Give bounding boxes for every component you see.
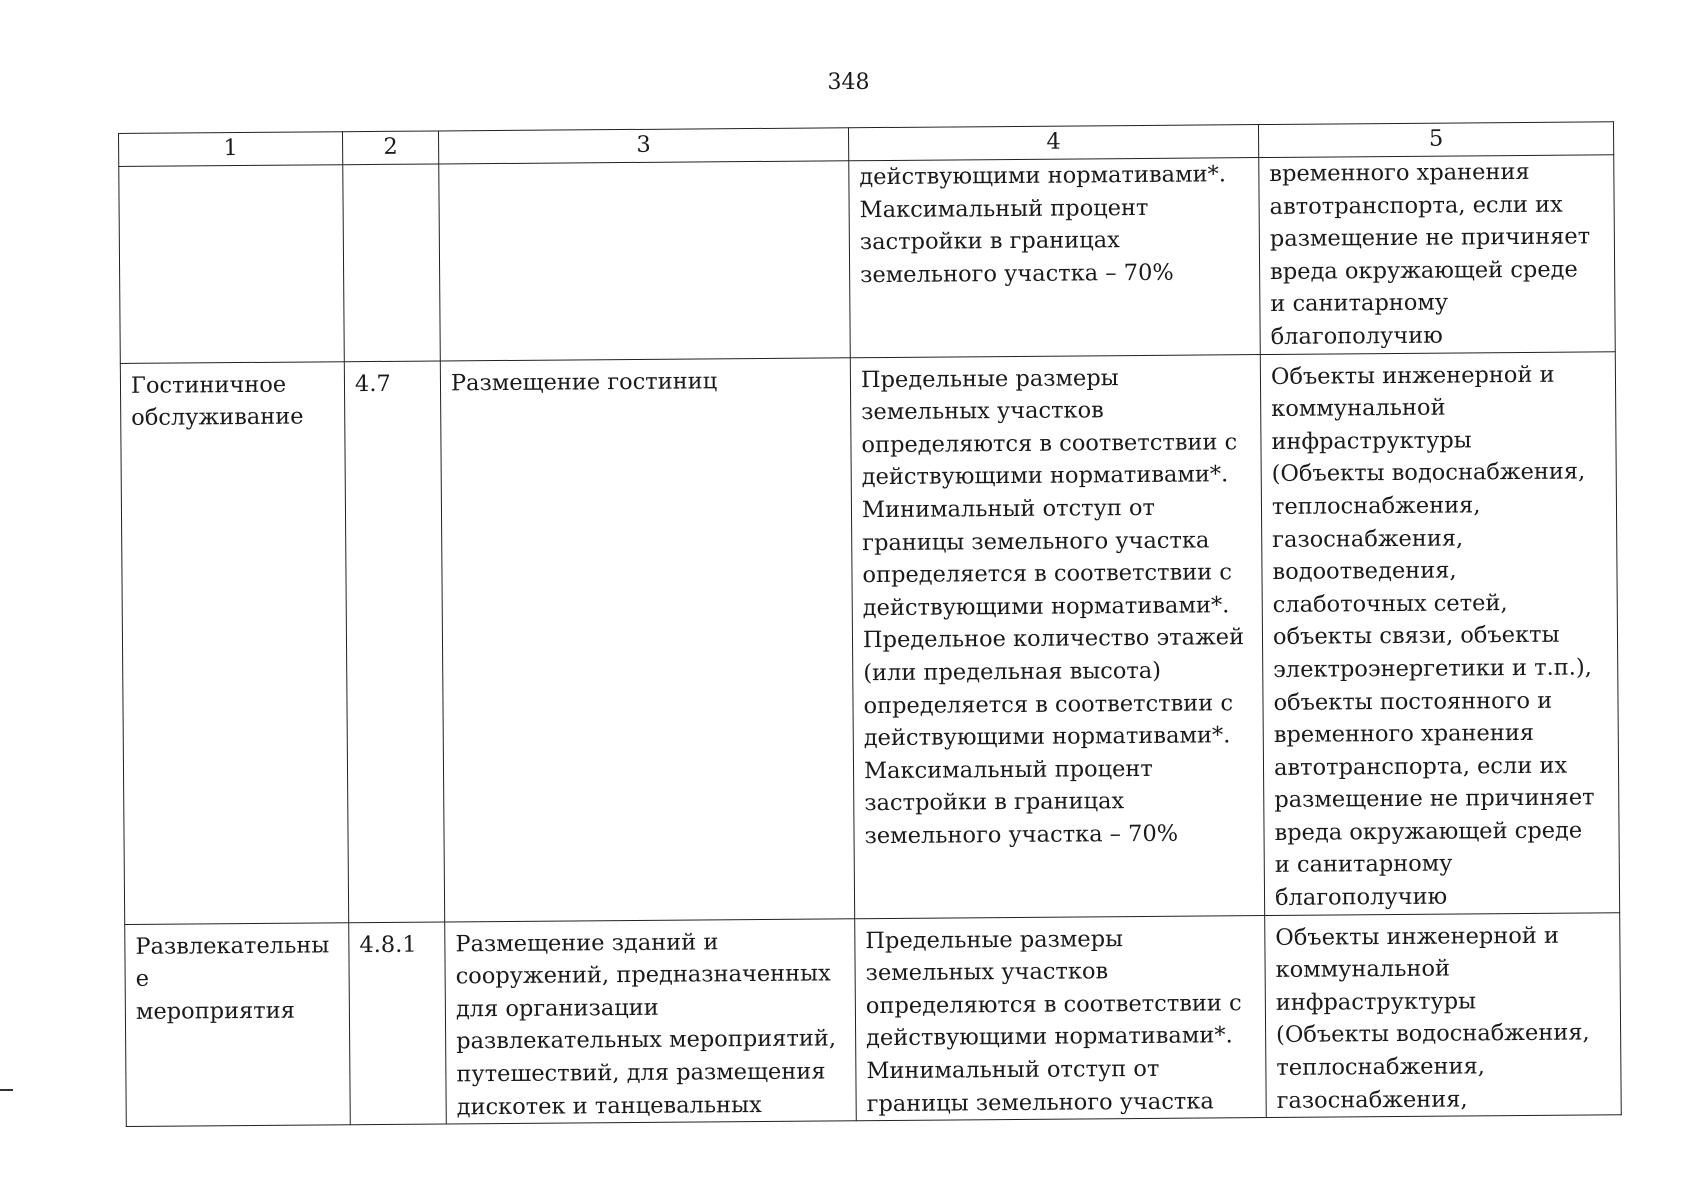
- regulations-table: [118, 121, 1622, 1127]
- parameters-text: Предельные размеры земельных участков определяются в соответствии с действующими нормативами*. Минимальный отступ от границы земельного участка определяется в соответствии с действующими нормативами*. Предельное количество этажей (или предельная высота) определяется в соответствии с действующими нормативами*. Максимальный процент застройки в границах земельного участка – 70%: [860, 364, 1245, 850]
- cell-use-code: [343, 164, 441, 361]
- description-text: Размещение гостиниц: [450, 367, 718, 396]
- objects-text: временного хранения автотранспорта, если их размещение не причиняет вреда окружающей среде и санитарному благополучию: [1269, 158, 1591, 350]
- header-col-4: 4: [848, 125, 1258, 161]
- objects-text: Объекты инженерной и коммунальной инфраструктуры (Объекты водоснабжения, теплоснабжения, газоснабжения, водоотведения, слаботочных сетей, объекты связи, объекты электроэнергетики и т.п.), объекты постоянного и временного хранения автотранспорта, если их размещение не причиняет вреда окружающей среде и санитарному благополучию: [1270, 361, 1595, 911]
- page-number: 348: [827, 70, 870, 95]
- cell-objects: [1259, 155, 1616, 354]
- cell-use-name: [125, 922, 351, 1126]
- cell-use-code: [349, 922, 447, 1125]
- header-col-3: 3: [438, 128, 848, 164]
- regulations-table-wrap: [118, 121, 1621, 1125]
- table-row-hotel-service: [120, 351, 1619, 924]
- cell-use-code: [344, 361, 444, 923]
- use-name-text: Гостиничное обслуживание: [130, 371, 304, 432]
- parameters-text: действующими нормативами*. Максимальный процент застройки в границах земельного участка – 70%: [859, 161, 1227, 288]
- cell-parameters: [855, 915, 1267, 1121]
- cell-use-name: [119, 165, 345, 363]
- header-col-2: 2: [342, 131, 438, 165]
- cell-description: [440, 357, 854, 921]
- table-row-continuation: [119, 155, 1615, 363]
- description-text: Размещение зданий и сооружений, предназначенных для организации развлекательных мероприятий, путешествий, для размещения дискотек и танцевальных: [455, 928, 837, 1120]
- use-code-text: 4.8.1: [359, 931, 417, 958]
- cell-description: [439, 161, 851, 361]
- header-col-1: 1: [119, 132, 343, 167]
- cell-parameters: [850, 354, 1264, 918]
- table-row-entertainment: [125, 912, 1622, 1126]
- cell-parameters: [849, 158, 1261, 358]
- cell-objects: [1260, 351, 1619, 915]
- use-name-text: Развлекательные мероприятия: [135, 932, 330, 1025]
- parameters-text: Предельные размеры земельных участков определяются в соответствии с действующими нормативами*. Минимальный отступ от границы земельного участка: [865, 925, 1242, 1117]
- use-code-text: 4.7: [354, 370, 391, 397]
- use-name-text: [129, 165, 336, 167]
- header-col-5: 5: [1258, 122, 1613, 158]
- cell-use-name: [120, 361, 348, 924]
- margin-mark: [0, 1089, 13, 1091]
- cell-objects: [1265, 912, 1622, 1117]
- use-code-text: [353, 165, 432, 166]
- objects-text: Объекты инженерной и коммунальной инфраструктуры (Объекты водоснабжения, теплоснабжения, газоснабжения,: [1275, 922, 1590, 1114]
- cell-description: [445, 918, 857, 1124]
